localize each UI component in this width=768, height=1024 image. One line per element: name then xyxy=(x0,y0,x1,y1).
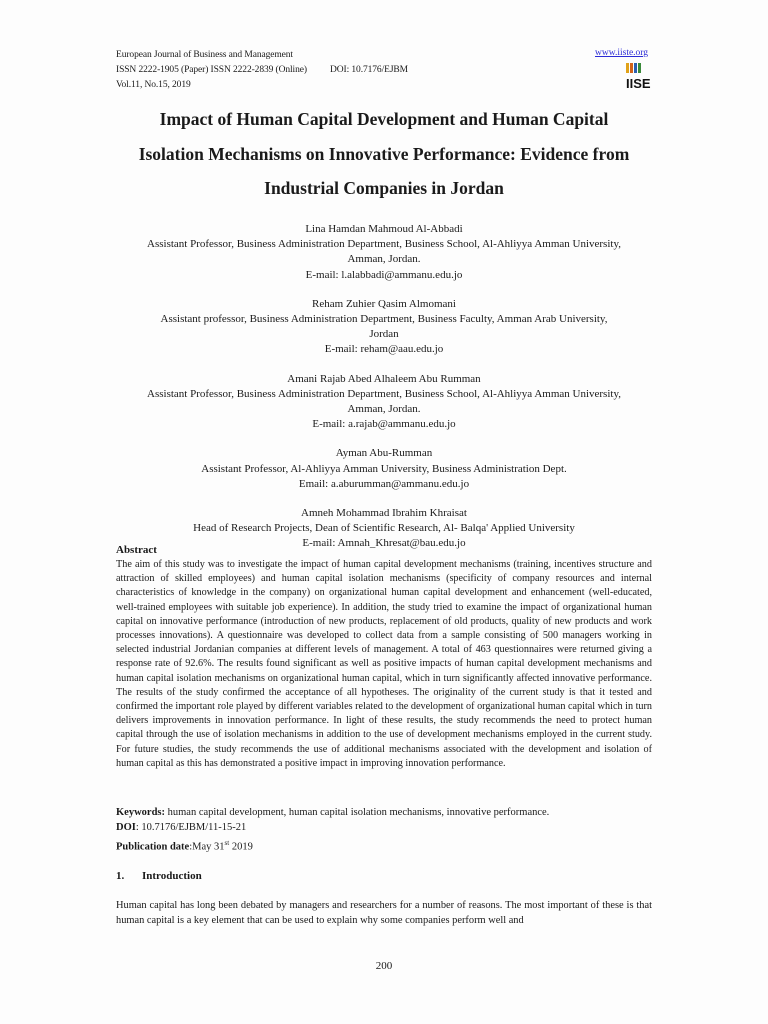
journal-doi: DOI: 10.7176/EJBM xyxy=(330,65,408,75)
keywords-line xyxy=(116,806,549,821)
paper-title-line-3: Industrial Companies in Jordan xyxy=(264,178,504,198)
publication-date-line xyxy=(116,836,253,855)
author-affiliation: Assistant Professor, Business Administration Department, Business School, Al-Ahliyya Amman University, xyxy=(147,238,621,251)
journal-url-link[interactable]: www.iiste.org xyxy=(595,48,649,58)
doi-label: DOI xyxy=(116,822,136,833)
journal-name: European Journal of Business and Management xyxy=(116,50,293,60)
author-name: Amneh Mohammad Ibrahim Khraisat xyxy=(301,507,467,520)
paper-title-line-2: Isolation Mechanisms on Innovative Performance: Evidence from xyxy=(138,144,630,164)
author-block xyxy=(80,372,688,433)
doi-value: : 10.7176/EJBM/11-15-21 xyxy=(135,822,247,833)
section-number: 1. xyxy=(116,870,125,882)
iiste-logo-icon xyxy=(625,62,651,95)
section-title: Introduction xyxy=(142,870,202,882)
author-affiliation: Head of Research Projects, Dean of Scientific Research, Al- Balqa' Applied University xyxy=(193,522,575,535)
author-affiliation: Assistant Professor, Al-Ahliyya Amman University, Business Administration Dept. xyxy=(201,462,567,475)
author-name: Ayman Abu-Rumman xyxy=(335,447,433,460)
author-name: Amani Rajab Abed Alhaleem Abu Rumman xyxy=(287,372,481,385)
author-block xyxy=(80,222,688,283)
author-name: Lina Hamdan Mahmoud Al-Abbadi xyxy=(305,223,463,235)
publication-date-value: :May 31 xyxy=(189,841,225,853)
doi-line xyxy=(116,821,246,836)
author-affiliation: Amman, Jordan. xyxy=(347,253,421,266)
author-email: E-mail: a.rajab@ammanu.edu.jo xyxy=(312,418,456,431)
abstract-heading: Abstract xyxy=(116,544,157,556)
author-name: Reham Zuhier Qasim Almomani xyxy=(312,297,456,310)
author-email: Email: a.aburumman@ammanu.edu.jo xyxy=(298,477,470,490)
authors-section xyxy=(80,222,688,552)
keywords-label: Keywords: xyxy=(116,807,165,818)
author-affiliation: Amman, Jordan. xyxy=(347,403,421,416)
author-email: E-mail: l.alabbadi@ammanu.edu.jo xyxy=(305,268,463,281)
author-email: E-mail: reham@aau.edu.jo xyxy=(324,343,444,356)
publication-date-year: 2019 xyxy=(229,841,253,853)
introduction-heading xyxy=(116,870,202,882)
page-number: 200 xyxy=(375,960,393,972)
author-affiliation: Assistant professor, Business Administration Department, Business Faculty, Amman Arab University, xyxy=(160,313,608,326)
volume-line: Vol.11, No.15, 2019 xyxy=(116,80,191,90)
author-email: E-mail: Amnah_Khresat@bau.edu.jo xyxy=(302,537,466,550)
introduction-text: Human capital has long been debated by managers and researchers for a number of reasons. The most important of these is that human capital is a key element that can be used to explain why some companies perform well and xyxy=(116,900,652,926)
svg-text:IISE: IISE xyxy=(626,76,651,90)
author-affiliation: Assistant Professor, Business Administration Department, Business School, Al-Ahliyya Amman University, xyxy=(147,387,621,400)
issn-line: ISSN 2222-1905 (Paper) ISSN 2222-2839 (Online) xyxy=(116,65,307,75)
publication-date-label: Publication date xyxy=(116,841,190,853)
author-affiliation: Jordan xyxy=(369,328,399,341)
author-block xyxy=(80,506,688,552)
author-block xyxy=(80,446,688,492)
paper-title-line-1: Impact of Human Capital Development and Human Capital xyxy=(159,109,609,129)
publication-date-suffix: st xyxy=(224,839,230,847)
keywords-value: human capital development, human capital isolation mechanisms, innovative performance. xyxy=(165,807,550,818)
author-block xyxy=(80,297,688,358)
abstract-text: The aim of this study was to investigate the impact of human capital development mechanisms (training, incentives structure and attraction of skilled employees) and human capital isolation mechanisms (specificity of company resources and internal characteristics of knowledge in the company) on organizational human capital development and enhancement (well-educated, well-trained employees with suitable job experience). In addition, the study tried to examine the impact of organizational human capital on innovative performance (introduction of new products, replacement of old products, quality of new products and work processes innovations). A questionnaire was developed to collect data from a sample consisting of 500 managers working in selected industrial Jordanian companies at different levels of management. A total of 463 questionnaires were returned giving a response rate of 92.6%. The results found significant as well as positive impacts of human capital development mechanisms and human capital isolation mechanisms on organizational human capital, which in turn significantly affected innovative performance. The results of the study confirmed the acceptance of all hypotheses. The originality of the current study is that it tested and confirmed the important role played by different variables related to the development of organizational human capital which in turn delivers improvements in innovation performance. In light of these results, the study recommends the need to protect human capital through the use of isolation mechanisms in addition to the use of development mechanisms employed in the current study. For future studies, the study recommends the use of additional mechanisms associated with the development and isolation of human capital as this has demonstrated a positive impact in improving innovation performance. xyxy=(116,559,652,769)
